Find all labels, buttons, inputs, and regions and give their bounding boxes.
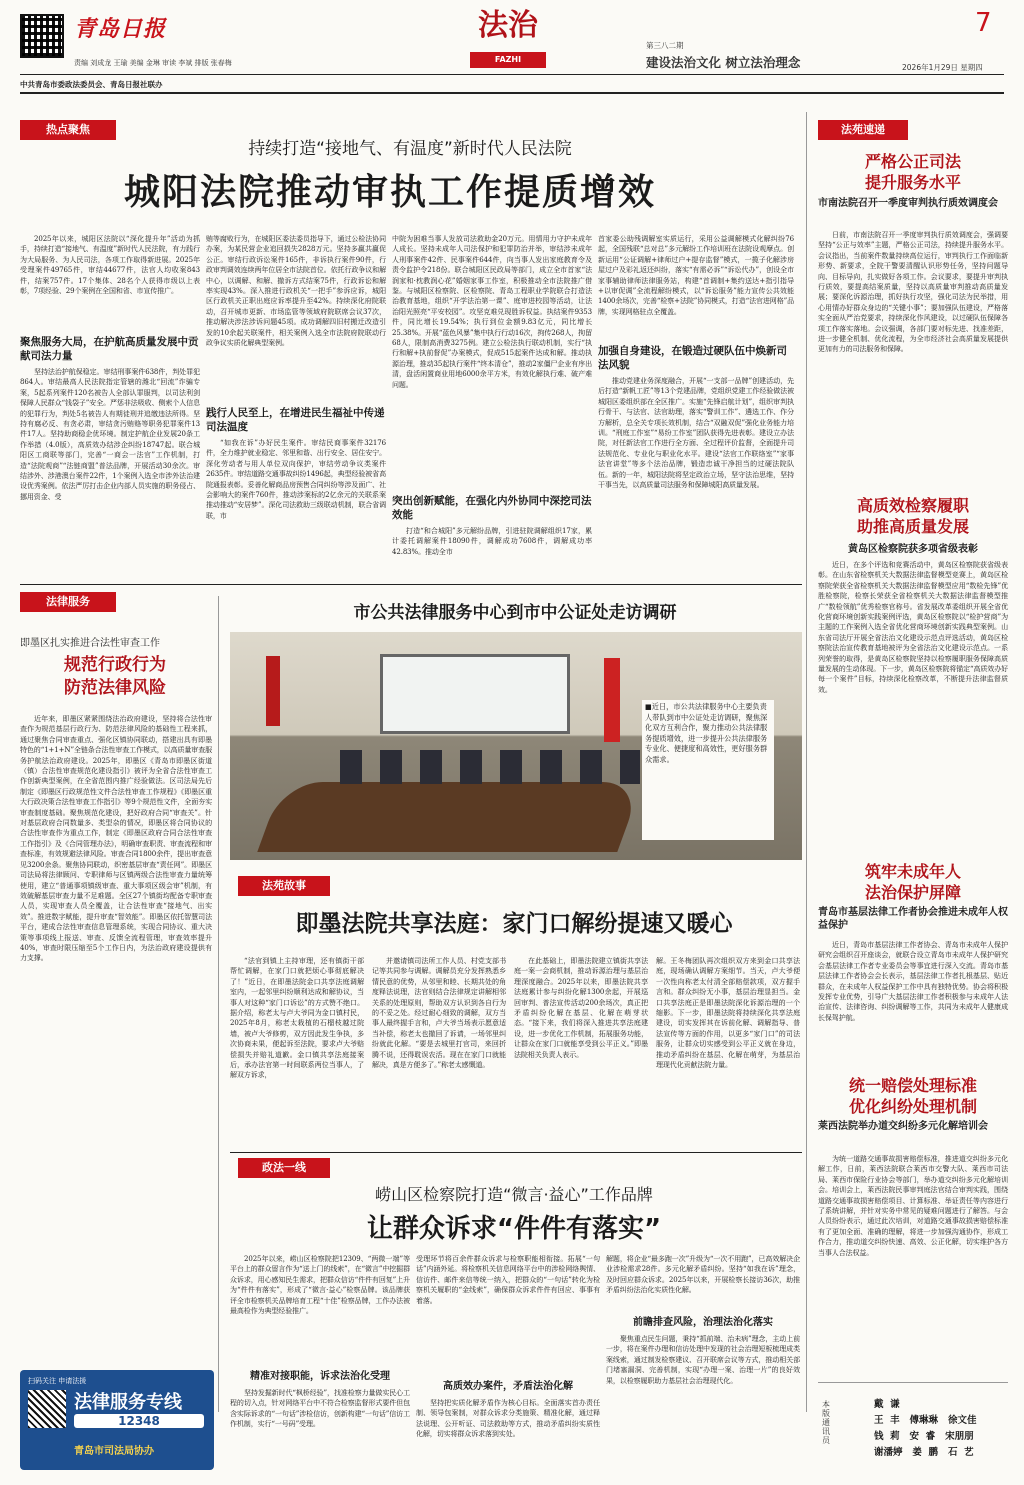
proc-col-3 bbox=[606, 1254, 800, 1476]
photo-people bbox=[340, 750, 640, 784]
article-subheading: 突出创新赋能，在强化内外协同中深挖司法效能 bbox=[392, 495, 592, 521]
brief-title: 提升服务水平 bbox=[864, 173, 961, 192]
contributors-label: 本版通讯员 bbox=[822, 1400, 830, 1445]
page-slogan: 建设法治文化 树立法治理念 bbox=[646, 55, 801, 70]
brief-subtitle: 黄岛区检察院获多项省级表彰 bbox=[848, 544, 978, 555]
story-col-2: 并邀请镇司法所工作人员、村党支部书记等共同参与调解。调解员充分发挥熟悉乡情民意的优势，从邻里和睦、长期共处的角度释法说理，法官则结合法律规定讲解相邻关系的处理原则，帮助双方认识到各自行为的不妥之处。经过耐心细致的调解，双方当事人最终握手言和，卢大爷当场表示愿意适当补偿，称老太也撤回了诉请，一场邻里纠纷就此化解。“要是去城里打官司，来回折腾不说，还得耽误农活。现在在家门口就能解决，真是方便多了。”称老太感慨道。 bbox=[372, 957, 506, 1070]
brief-title: 法治保护屏障 bbox=[864, 883, 961, 902]
service-body: 近年来，即墨区紧紧围绕法治政府建设，坚持将合法性审查作为规范基层行政行为、防范法律风险的基础性工程来抓，通过聚焦合同审查重点、强化区镇协同联动，搭建出具有即墨特色的“1+1+N”全链条合法性审查工作模式，以高质量审查服务护航法治政府建设。2025年，即墨区《青岛市即墨区街道（镇）合法性审查规范化建设指引》被评为全省合法性审查工作创新典型案例，在全省范围内推广经验做法。区司法局先后制定《即墨区行政规范性文件合法性审查工作规程》《即墨区重大行政决策合法性审查工作指引》等9个规范性文件，全面夯实审查制度基础。聚焦规范化建设，把好政府合同“审查关”。针对基层政府合同数量多、类型杂的情况，即墨区将合同协议的合法性审查作为重点工作，制定《即墨区政府合同合法性审查工作指引》及《合同管理办法》，明确审查职责、审查流程和审查标准，有效规避法律风险。审查合同1800余件，提出审查意见3200余条。聚焦协同联动，织密基层审查“责任网”。即墨区司法局将法律顾问、专职律师与区镇两级合法性审查力量统筹使用，建立“普通事项镇级审查、重大事项区级会审”机制，有效破解基层审查力量不足难题。全区27个镇街均配备专职审查人员，实现审查人员全覆盖，让合法性审查“接地气、出实效”。推进数字赋能，提升审查“智效能”。即墨区依托智慧司法平台，建成合法性审查信息管理系统，实现合同协议、重大决策等事项线上报送、审查、反馈全流程管理，审查效率提升40%，审查时限压缩至5个工作日内，为法治政府建设提供有力支撑。 bbox=[20, 715, 212, 963]
article-paragraph: 打造“和合城阳”多元解纷品牌，引进驻院调解组织17家，累计委托调解案件18090件，调解成功7608件，调解成功率42.83%。推动全市 bbox=[392, 527, 592, 556]
brief-title: 高质效检察履职 bbox=[856, 496, 969, 515]
proc-subheading: 精准对接职能，诉求法治化受理 bbox=[250, 1371, 390, 1382]
proc-paragraph: 受理环节将百余件群众诉求与检察职能相衔接。拓展“一句话”内涵外延。将检察机关信息网络平台中的涉检网络舆情、信访件、邮件来信等统一纳入，把群众的“一句话”转化为检察机关履职的“金线索”，确保群众诉求件件有回应、事事有着落。 bbox=[416, 1255, 600, 1305]
contributors-line: 戴 谦 bbox=[874, 1399, 900, 1410]
section-divider bbox=[818, 1382, 1008, 1383]
brief-title: 优化纠纷处理机制 bbox=[848, 1097, 977, 1116]
brief-body: 近日，青岛市基层法律工作者协会、青岛市未成年人保护研究会组织召开座谈会，就联合设立青岛市未成年人保护研究会基层法律工作者专业委员会等事宜进行深入交流。青岛市基层法律工作者协会会长表示，基层法律工作者扎根基层、贴近群众，在未成年人权益保护工作中具有独特优势。协会将积极发挥专业优势，引导广大基层法律工作者积极参与未成年人法治宣传、法律咨询、纠纷调解等工作，共同为未成年人健康成长保驾护航。 bbox=[818, 941, 1008, 1022]
article-paragraph: 贿等腐败行为，在城阳区委法委员指导下，通过公检法协同办案，为某民营企业追回损失2828万元。坚持多赢共赢促公正。审结行政诉讼案件165件，非诉执行案件90件，行政审判调效连续两年位居全市法院首位。依托行政争议和解中心，以调解、和解、撤诉方式结案75件，行政诉讼和解率实现43%。深入推进行政机关“一把手”参诉应诉，城阳区行政机关正职出庭应诉率提升至42%。持续深化府院联动，召开城市更新、市场监管等领域府院联席会议37次，推动解决涉法涉诉问题45项。成功调解四旧村搬迁改造引发的10余起关联案件，相关案例入选全市法院府院联动行政争议实质化解典型案例。 bbox=[206, 235, 386, 348]
column-divider bbox=[806, 112, 807, 1412]
photo-table bbox=[257, 782, 642, 852]
article-kicker: 持续打造“接地气、有温度”新时代人民法院 bbox=[248, 139, 572, 159]
photo-caption: ■近日，市公共法律服务中心主要负责人带队到市中公证处走访调研，聚焦深化双方互利合作，聚力推动公共法律服务提质增效，进一步提升公共法律服务专业化、便捷度和高效性，更好服务群众需求。 bbox=[642, 700, 774, 840]
article-col-3 bbox=[392, 234, 592, 590]
article-paragraph: 坚持法治护航保稳定。审结刑事案件638件，判处罪犯864人。审结最高人民法院指定管辖的潍北“回流”诈骗专案，5起系列案件120名被告人全部认罪服判，以司法利剑保障人民群众“钱袋子”安全。严惩非法吸收、侧索个人信息的犯罪行为，判处5名被告人有期徒刑并追缴违法所得。坚持有腐必反、有贪必肃，审结贪污贿赂等职务犯罪案件13件17人。坚持助商稳企优环境。制定护航企业发展20条工作举措（4.0版），高质效办结涉企纠纷18747起。联合城阳区工商联等部门，完善“一商会一法官”工作机制，打造“法院观商”“法链商盟”普法品牌，开展活动30余次。审结涉外、涉港澳台案件22件，1个案例入选全市涉外法治建设优秀案例。依法严厉打击企业内部人员实施的职务侵占、挪用资金、受 bbox=[20, 368, 200, 501]
tag-legal-service: 法律服务 bbox=[20, 592, 116, 612]
story-headline: 即墨法院共享法庭：家门口解纷提速又暖心 bbox=[295, 911, 733, 937]
proc-headline: 让群众诉求“件件有落实” bbox=[366, 1214, 662, 1244]
co-sponsor-line: 中共青岛市委政法委员会、青岛日报社联办 bbox=[20, 80, 163, 89]
section-divider bbox=[20, 584, 802, 585]
page-number: 7 bbox=[975, 8, 992, 38]
proc-paragraph: 2025年以来，崂山区检察院把12309、“两微一端”等平台上的群众留言作为“送上门的线索”，在“微言”中挖掘群众诉求，用心感知民生需求，把群众信访“件件有回复”上升为“件件有落实”，形成了“微言·益心”检察品牌。该品牌获评全市检察机关品牌培育工程“十佳”检察品牌，工作办法被最高检作为典型经验推广。 bbox=[230, 1255, 410, 1316]
brief-body: 近日，在多个评选和竞赛活动中，黄岛区检察院获省级表彰。在山东省检察机关大数据法律监督模型竞赛上，黄岛区检察院荣获全省检察机关大数据法律监督模型应用“数检先锋”优胜检察院，检察长荣获全省检察机关大数据法律监督模型推广“数检领航”优秀检察官称号。省发展改革委组织开展全省优化营商环境创新实践案例评选，黄岛区检察院以“检护营商”为主题的工作案例入选全省优化营商环境创新实践典型案例。山东省司法厅开展全省法治文化建设示范点评选活动，黄岛区检察院法治宣传教育基地被评为全省法治文化建设示范点。一系列荣誉的取得，是黄岛区检察院坚持以检察履职服务保障高质量发展的生动体现。下一步，黄岛区检察院将锚定“高质效办好每一个案件”目标，持续深化检察改革，不断提升法律监督质效。 bbox=[818, 561, 1008, 694]
ad-number: 12348 bbox=[74, 1414, 204, 1428]
ad-qr-icon bbox=[28, 1390, 66, 1428]
proc-subheading: 高质效办案件，矛盾法治化解 bbox=[443, 1381, 573, 1392]
article-col-2 bbox=[206, 234, 386, 590]
article-subheading: 聚焦服务大局，在护航高质量发展中贡献司法力量 bbox=[20, 336, 199, 362]
brief-title: 统一赔偿处理标准 bbox=[848, 1076, 977, 1095]
proc-col-1 bbox=[230, 1254, 410, 1476]
legal-hotline-ad bbox=[20, 1370, 214, 1470]
proc-paragraph: 解题，将企业“最多跑一次”升级为“一次不用跑”，已高效解决企业涉检需求28件。多元化解矛盾纠纷。坚持“如我在诉”理念，及时回应群众诉求。2025年以来，开展检察长接访36次，助推矛盾纠纷法治化实质性化解。 bbox=[606, 1255, 800, 1295]
article-subheading: 加强自身建设，在锻造过硬队伍中焕新司法风貌 bbox=[598, 345, 787, 371]
story-col-1: “法官到镇上主持审理，还有镇街干部帮忙调解，在家门口就把烦心事彻底解决了！”近日，在即墨法院金口共享法庭调解室内，一起邻里纠纷顺利达成和解协议，当事人对这种“家门口诉讼”的方式赞不绝口。据介绍，称老太与卢大爷同为金口镇村民，2025年8月，称老太栽植的石榴枝越过院墙，被卢大爷修剪，双方因此发生争执，多次协商未果，便起诉至法院，要求卢大爷赔偿损失并赔礼道歉。金口镇共享法庭接案后，承办法官第一时间联系两位当事人，了解双方诉求， bbox=[230, 957, 364, 1080]
service-source: 即墨区扎实推进合法性审查工作 bbox=[20, 638, 160, 649]
tag-court-story: 法苑故事 bbox=[238, 876, 330, 896]
article-subheading: 践行人民至上，在增进民生福祉中传递司法温度 bbox=[206, 407, 385, 433]
proc-subheading: 前瞻排查风险，治理法治化落实 bbox=[633, 1317, 773, 1328]
article-paragraph: “如我在诉”办好民生案件。审结民商事案件32176件，全力维护就业稳定、邻里和谐、出行安全、居住安宁。深化劳动者与用人单位双向保护，审结劳动争议类案件2635件。审结道路交通事故纠纷1496起，典型经验被省高院通报表彰。妥善化解商品房预售合同纠纷等涉及面广、社会影响大的案件760件，推动涉案标的2亿余元的关联系案推动推动“安居梦”。深化司法救助三级联动机制，联合省调联，市 bbox=[206, 439, 386, 520]
article-col-4 bbox=[598, 234, 794, 590]
brief-title: 助推高质量发展 bbox=[856, 517, 969, 536]
photo-flag bbox=[266, 656, 280, 726]
story-col-4: 解。王冬梅团队再次组织双方来到金口共享法庭，现场确认调解方案细节。当天，卢大爷便一次性向称老太付清全部赔偿款项，双方握手言和。群众纠纷无小事，基层治理显担当。金口共享法庭正是即墨法院深化诉源治理的一个缩影。下一步，即墨法院将持续深化共享法庭建设，切实发挥其在诉前化解、调解指导、普法宣传等方面的作用，以更多“家门口”的司法服务，让群众切实感受到公平正义就在身边，推动矛盾纠纷在基层、化解在萌芽，为基层治理现代化贡献法院力量。 bbox=[656, 957, 800, 1070]
photo-flag bbox=[604, 658, 620, 742]
issue-number: 第三八二期 bbox=[646, 41, 684, 50]
proc-paragraph: 坚持发掘新时代“枫桥经验”，找准检察力量做实民心工程的切入点，针对网络平台中不符合检察监督形式要件但包含实际诉求的“一句话”涉检信访，创新构建“一句话”信访工作机制，实行“一号码”受理。 bbox=[230, 1389, 410, 1429]
ad-title: 法律服务专线 bbox=[74, 1392, 182, 1413]
proc-paragraph: 聚焦重点民生问题，秉持“抓前端、治未病”理念，主动上前一步，将在案件办理和信访处理中发现的社会治理短板梳理成类案线索，通过制发检察建议、召开联席会议等方式，推动相关部门堵塞漏洞、完善机制，实现“办理一案、治理一片”的良好效果，以检察履职助力基层社会治理现代化。 bbox=[606, 1335, 800, 1385]
service-title-1: 规范行政行为 bbox=[64, 655, 166, 675]
proc-paragraph: 坚持把实质化解矛盾作为核心目标。全面落实首办责任制、领导包案制，对群众诉求分类施策、精准化解，通过释法说理、公开听证、司法救助等方式，推动矛盾纠纷实质性化解，切实将群众诉求落到实处。 bbox=[416, 1399, 600, 1439]
brief-subtitle: 青岛市基层法律工作者协会推进未成年人权益保护 bbox=[818, 907, 1008, 931]
photo-story-title: 市公共法律服务中心到市中公证处走访调研 bbox=[353, 603, 677, 623]
newspaper-logo: 青岛日报 bbox=[74, 16, 167, 42]
contributors-line: 王 丰 傅琳琳 徐文佳 bbox=[874, 1415, 977, 1426]
editor-credits: 责编 刘成龙 王瑜 美编 金琳 审读 李斌 排版 张春梅 bbox=[74, 59, 232, 67]
service-title-2: 防范法律风险 bbox=[64, 678, 166, 698]
tag-court-express: 法苑速递 bbox=[818, 120, 908, 140]
issue-date: 2026年1月29日 星期四 bbox=[902, 63, 983, 72]
tag-hot-focus: 热点聚焦 bbox=[20, 120, 116, 140]
brief-title: 严格公正司法 bbox=[864, 152, 961, 171]
proc-kicker: 崂山区检察院打造“微言·益心”工作品牌 bbox=[375, 1185, 653, 1204]
article-paragraph: 中院为困难当事人发放司法救助金20万元。用情用力守护未成年人成长。坚持未成年人司法保护和犯罪防治并举，审结涉未成年人刑事案件42件、民事案件644件，向当事人发出家庭教育令及责令监护令218份。联合城阳区民政局等部门，成立全市首家“法润家和·枕教润心花”婚姻家事工作室，积极推动全市法院推广借鉴。与城阳区检察院、区检察院、青岛工程职业学院联合打造法治教育基地，组织“开学法治第一课”、庭审进校园等活动，让法治阳光照亮“平安校园”。攻坚克难兑现胜诉权益。执结案件9353件，同比增长19.54%；执行到位金额9.83亿元，同比增长25.38%。开展“蓝色风暴”集中执行行动16次，拘传268人，拘留68人，限制高消费3275例。建立公检法执行联动机制，实行“执行和解+执前督促”办案模式，促成515起案件达成和解。推动执源治理，推动35起执行案件“终本清仓”，推动2家僵尸企业有序出清，盘活闲置商业用地6000余平方米，有效化解执行难、破产难问题。 bbox=[392, 235, 592, 389]
photo-screen bbox=[380, 654, 570, 734]
section-pinyin: FAZHI bbox=[470, 52, 546, 68]
proc-col-2 bbox=[416, 1254, 600, 1476]
brief-body: 日前，市南法院召开一季度审判执行质效调度会，强调要坚持“公正与效率”主题，严格公正司法，持续提升服务水平。会议指出，当前案件数量持续高位运行，审判执行工作面临新形势、新要求，全院干警要清醒认识形势任务，坚持问题导向、目标导向，扎实做好各项工作。会议要求，要提升审判执行质效，要提高结案质量，坚持以高质量审判推动高质量发展；要深化诉源治理，抓好执行攻坚，强化司法为民举措，用心用情办好群众身边的“关键小事”；要加强队伍建设，严格落实全面从严治党要求，持续深化作风建设，以过硬队伍保障各项工作落实落地。会议强调，各部门要对标先进、找准差距，进一步健全机制、优化流程，为全市经济社会高质量发展提供更加有力的司法服务和保障。 bbox=[818, 231, 1008, 354]
brief-subtitle: 市南法院召开一季度审判执行质效调度会 bbox=[818, 198, 998, 209]
masthead-rule bbox=[20, 74, 1004, 75]
qr-code bbox=[20, 14, 64, 58]
column-divider bbox=[218, 596, 219, 1412]
story-col-3: 在此基础上，即墨法院建立镇街共享法庭一案一会商机制，推动诉源治理与基层治理深度融合。2025年以来，即墨法院共享法庭累计参与纠纷化解1300余起，开展巡回审判、普法宣传活动200余场次，真正把矛盾纠纷化解在基层、化解在萌芽状态。“接下来，我们将深入推进共享法庭建设，进一步优化工作机制，拓展服务功能，让群众在家门口就能享受到公平正义。”即墨法院相关负责人表示。 bbox=[514, 957, 648, 1059]
brief-subtitle: 莱西法院举办道交纠纷多元化解培训会 bbox=[818, 1121, 988, 1132]
article-paragraph: 首家委公助残调解室实质运行，采用公益调解模式化解纠纷76起，全国残联“总对总”多元解纷工作培训班在法院设观摩点。创新运用“公证调解+律师过户+提存监督”模式，一揽子化解涉房屋过户及彩礼返还纠纷，落实“有需必诉”“诉讼代办”，创设全市家事辅助律师法律服务站，构建“首调制+集约送达+指引指导+以审促调”全流程解纷模式，以“诉讼服务”能力宣传公共效能1400余场次，完善“检察+法院”协同模式，打造“法官进网格”品牌，实现网格驻点全覆盖。 bbox=[598, 235, 794, 316]
article-headline: 城阳法院推动审执工作提质增效 bbox=[123, 172, 656, 213]
article-paragraph: 2025年以来，城阳区法院以“深化提升年”活动为抓手，持续打造“接地气、有温度”新时代人民法院，有力践行为大局服务、为人民司法，各项工作取得新进展。2025年受理案件49765件，审结44677件，法官人均收案843件，结案757件。17个集体、28名个人获得市级以上表彰，7项经验、29个案例在全国和省、市宣传推广。 bbox=[20, 235, 200, 296]
ad-org: 青岛市司法局协办 bbox=[74, 1446, 154, 1457]
contributors-line: 谢潘婷 姜 鹏 石 艺 bbox=[874, 1447, 974, 1458]
section-divider bbox=[230, 1152, 802, 1153]
article-col-1 bbox=[20, 234, 200, 590]
section-title: 法治 bbox=[478, 8, 538, 43]
masthead-rule-bottom bbox=[20, 92, 1004, 94]
contributors-line: 钱 莉 安 睿 宋朋朋 bbox=[874, 1431, 974, 1442]
article-paragraph: 推动党建业务深度融合，开展“一支部一品牌”创建活动，先后打造“新帆工匠”等13个党建品牌，党组织党建工作经验做法被城阳区委组织部在全区推广。实施“先锋启航计划”，组织审判执行骨干、与法官、法官助理，落实“警训工作”、遴选工作、作分方解析，总全关专项长效机制，结合“双融双促”强化业务能力培训。“刑庭工作室”“易纷工作室”团队获得先进表彰。建设立办法院，对任新法官工作进行全方面、全过程评价监督，全面提升司法规范化、专业化与职业化水平。建设“法官工作联络室”“家事法官讲堂”等多个法治品牌，锻造忠诚干净担当的过硬法院队伍。新的一年，城阳法院将坚定政治立场，坚守法治思维，坚持干事当先，以高质量司法服务和保障城阳高质量发展。 bbox=[598, 377, 794, 490]
tag-political-front: 政法一线 bbox=[238, 1158, 330, 1178]
brief-title: 筑牢未成年人 bbox=[864, 862, 961, 881]
brief-body: 为统一道路交通事故损害赔偿标准，推进道交纠纷多元化解工作，日前，莱西法院联合莱西市交警大队、莱西市司法局、莱西市保险行业协会等部门，举办道交纠纷多元化解培训会。培训会上，莱西法院民事审判庭法官结合审判实践，围绕道路交通事故损害赔偿项目、计算标准、举证责任等内容进行了系统讲解，并针对实务中常见的疑难问题进行了解答。与会人员纷纷表示，通过此次培训，对道路交通事故损害赔偿标准有了更加全面、准确的理解，将进一步加强沟通协作，形成工作合力，推动道交纠纷快速、高效、公正化解，切实维护各方当事人合法权益。 bbox=[818, 1155, 1008, 1257]
ad-caption: 扫码关注 申请法援 bbox=[28, 1377, 87, 1385]
